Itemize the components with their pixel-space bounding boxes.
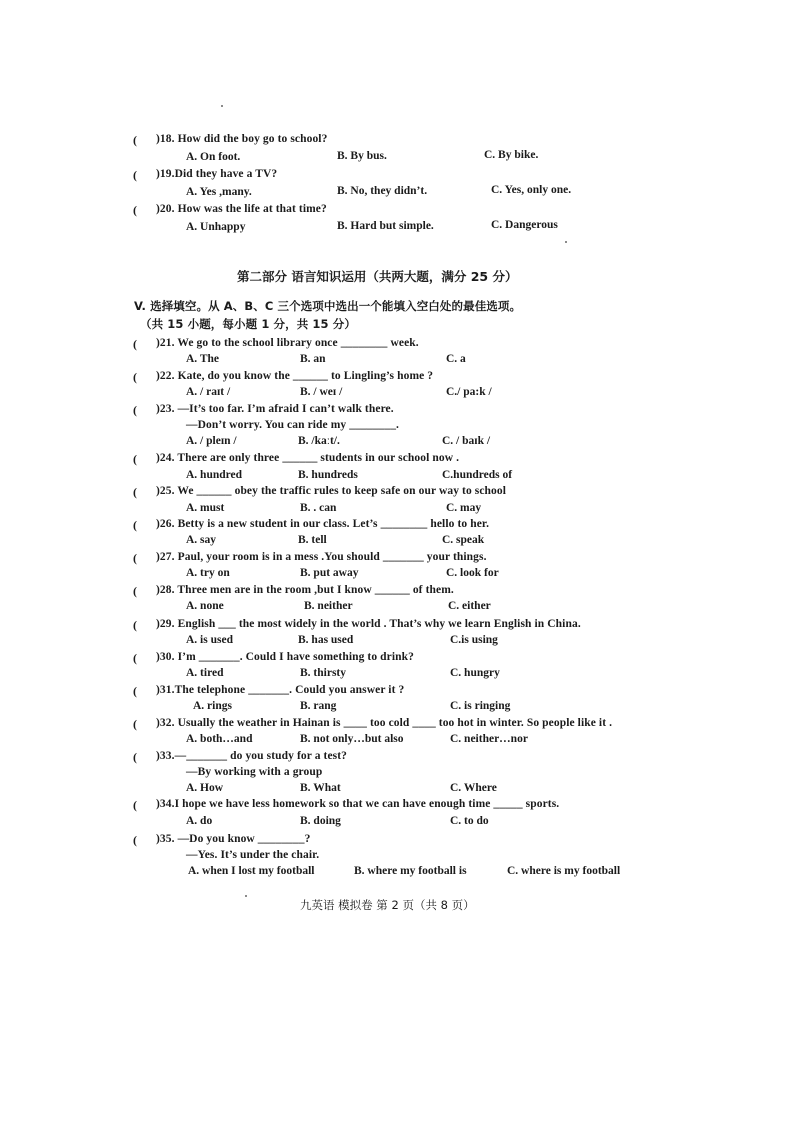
option-c: C. a [446, 353, 466, 365]
question-stem: )18. How did the boy go to school? [156, 133, 328, 145]
option-a: A. when I lost my football [188, 865, 315, 877]
question-stem: )22. Kate, do you know the ______ to Lingling’s home ? [156, 370, 434, 382]
option-c: C. look for [446, 567, 499, 579]
question-stem: )33.—_______ do you study for a test? [156, 750, 348, 762]
option-c: C. hungry [450, 667, 500, 679]
question-stem: )28. Three men are in the room ,but I know ______ of them. [156, 584, 454, 596]
option-b: B. By bus. [337, 150, 387, 162]
option-a: A. is used [186, 634, 233, 646]
question-stem: )30. I’m _______. Could I have something to drink? [156, 651, 415, 663]
option-b: B. Hard but simple. [337, 220, 434, 232]
dialogue-line: —Don’t worry. You can ride my ________. [186, 419, 400, 431]
option-b: B. What [300, 782, 341, 794]
scan-speck [565, 241, 567, 243]
question-stem: )31.The telephone _______. Could you answer it ? [156, 684, 405, 696]
option-c: C. to do [450, 815, 489, 827]
option-a: A. tired [186, 667, 224, 679]
section-note: （共 15 小题，每小题 1 分，共 15 分） [140, 317, 356, 331]
option-a: A. hundred [186, 469, 243, 481]
option-c: C. neither…nor [450, 733, 528, 745]
answer-paren: ( [133, 717, 137, 731]
option-a: A. / raɪt / [186, 386, 231, 398]
answer-paren: ( [133, 168, 137, 182]
part-heading: 第二部分 语言知识运用（共两大题，满分 25 分） [237, 269, 518, 284]
option-a: A. / pleɪn / [186, 435, 237, 447]
option-a: A. say [186, 534, 217, 546]
answer-paren: ( [133, 485, 137, 499]
option-a: A. try on [186, 567, 230, 579]
option-c: C. either [448, 600, 491, 612]
answer-paren: ( [133, 798, 137, 812]
answer-paren: ( [133, 684, 137, 698]
option-b: B. / weɪ / [300, 386, 343, 398]
question-stem: )23. —It’s too far. I’m afraid I can’t walk there. [156, 403, 394, 415]
option-c: C. is ringing [450, 700, 511, 712]
option-a: A. The [186, 353, 220, 365]
question-stem: )27. Paul, your room is in a mess .You should _______ your things. [156, 551, 487, 563]
option-a: A. rings [193, 700, 232, 712]
option-b: B. thirsty [300, 667, 346, 679]
question-stem: )25. We ______ obey the traffic rules to keep safe on our way to school [156, 485, 507, 497]
option-c: C.is using [450, 634, 498, 646]
option-b: B. rang [300, 700, 337, 712]
question-stem: )35. —Do you know ________? [156, 833, 311, 845]
option-a: A. both…and [186, 733, 253, 745]
option-b: B. No, they didn’t. [337, 185, 428, 197]
question-stem: )21. We go to the school library once ________ week. [156, 337, 419, 349]
option-b: B. doing [300, 815, 341, 827]
question-stem: )26. Betty is a new student in our class. Let’s ________ hello to her. [156, 518, 490, 530]
answer-paren: ( [133, 584, 137, 598]
question-stem: )20. How was the life at that time? [156, 203, 327, 215]
dialogue-line: —Yes. It’s under the chair. [186, 849, 320, 861]
option-a: A. must [186, 502, 225, 514]
option-c: C. may [446, 502, 482, 514]
answer-paren: ( [133, 452, 137, 466]
answer-paren: ( [133, 403, 137, 417]
option-b: B. neither [304, 600, 353, 612]
option-c: C. speak [442, 534, 485, 546]
option-c: C./ pa:k / [446, 386, 492, 398]
option-a: A. Unhappy [186, 221, 246, 233]
dialogue-line: —By working with a group [186, 766, 323, 778]
question-stem: )29. English ___ the most widely in the world . That’s why we learn English in China. [156, 618, 581, 630]
answer-paren: ( [133, 651, 137, 665]
option-a: A. none [186, 600, 224, 612]
option-c: C. Dangerous [491, 219, 558, 231]
section-title: V. 选择填空。从 A、B、C 三个选项中选出一个能填入空白处的最佳选项。 [134, 299, 522, 313]
option-b: B. an [300, 353, 326, 365]
question-stem: )19.Did they have a TV? [156, 168, 278, 180]
option-b: B. tell [298, 534, 327, 546]
page-footer: 九英语 模拟卷 第 2 页（共 8 页） [300, 898, 475, 912]
option-c: C. Where [450, 782, 497, 794]
answer-paren: ( [133, 551, 137, 565]
option-c: C. where is my football [507, 865, 621, 877]
option-c: C. / baɪk / [442, 435, 491, 447]
option-a: A. Yes ,many. [186, 186, 252, 198]
option-a: A. do [186, 815, 213, 827]
answer-paren: ( [133, 133, 137, 147]
answer-paren: ( [133, 750, 137, 764]
answer-paren: ( [133, 337, 137, 351]
option-a: A. How [186, 782, 224, 794]
scan-speck [221, 105, 223, 107]
answer-paren: ( [133, 833, 137, 847]
option-c: C. By bike. [484, 149, 539, 161]
option-b: B. not only…but also [300, 733, 404, 745]
question-stem: )24. There are only three ______ students in our school now . [156, 452, 460, 464]
option-a: A. On foot. [186, 151, 241, 163]
question-stem: )32. Usually the weather in Hainan is ____ too cold ____ too hot in winter. So people like it . [156, 717, 613, 729]
scan-speck [245, 895, 247, 897]
answer-paren: ( [133, 203, 137, 217]
option-b: B. put away [300, 567, 359, 579]
option-c: C.hundreds of [442, 469, 513, 481]
answer-paren: ( [133, 618, 137, 632]
option-b: B. . can [300, 502, 337, 514]
option-c: C. Yes, only one. [491, 184, 572, 196]
answer-paren: ( [133, 518, 137, 532]
question-stem: )34.I hope we have less homework so that we can have enough time _____ sports. [156, 798, 560, 810]
option-b: B. hundreds [298, 469, 358, 481]
answer-paren: ( [133, 370, 137, 384]
option-b: B. has used [298, 634, 354, 646]
option-b: B. /kaːt/. [298, 435, 340, 447]
option-b: B. where my football is [354, 865, 467, 877]
